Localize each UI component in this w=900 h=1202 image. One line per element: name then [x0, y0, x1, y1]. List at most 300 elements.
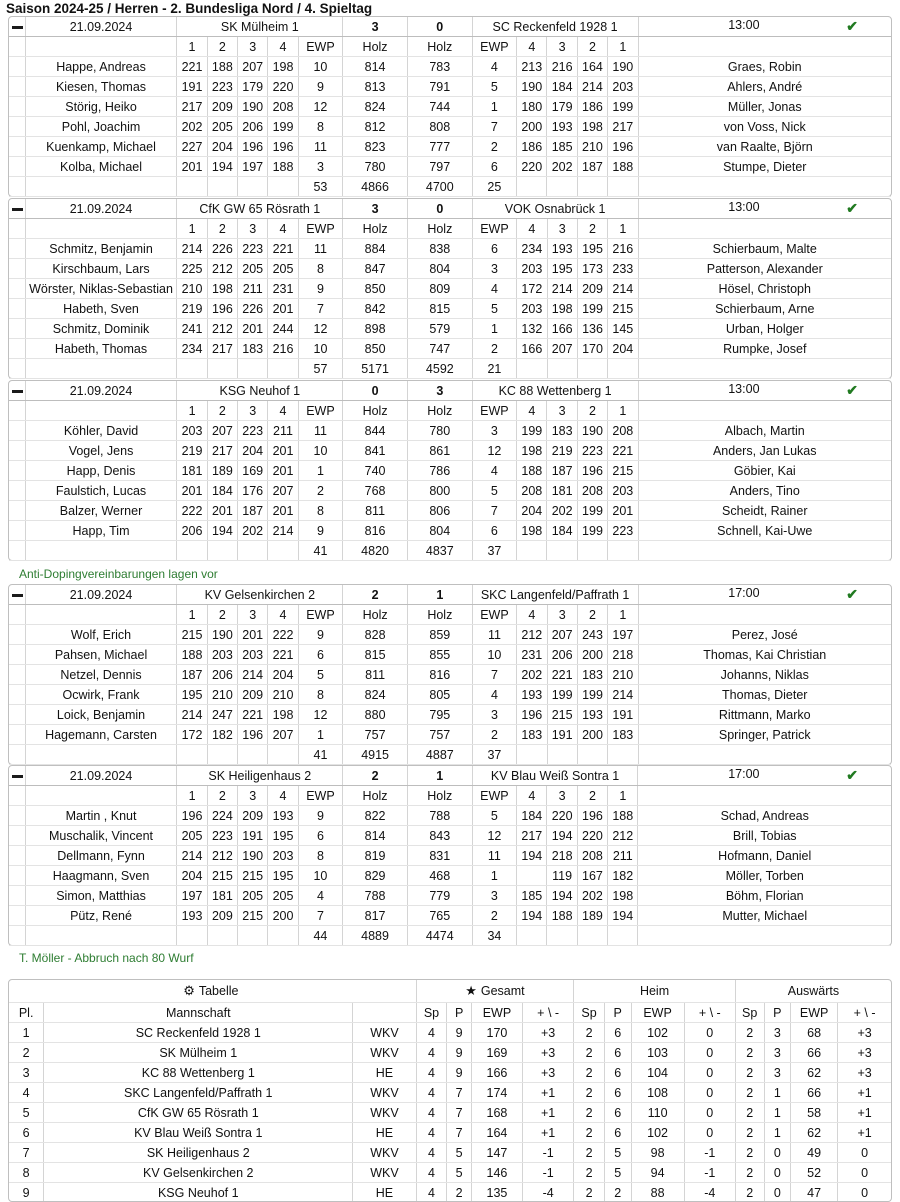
home-set-score: 221 — [268, 645, 298, 665]
home-set-score: 211 — [238, 279, 268, 299]
home-set-score: 214 — [177, 705, 207, 725]
stat-cell: 49 — [791, 1143, 838, 1163]
home-ewp: 8 — [298, 117, 343, 137]
standings-table — [8, 979, 892, 1202]
away-holz: 843 — [407, 826, 472, 846]
stat-cell: 1 — [764, 1103, 791, 1123]
away-player: Anders, Tino — [638, 481, 891, 501]
away-ewp: 5 — [472, 77, 516, 97]
home-set-score: 190 — [238, 846, 268, 866]
checkmark-icon: ✔ — [846, 18, 858, 35]
match-date: 21.09.2024 — [25, 17, 177, 37]
standings-column-header — [9, 1003, 891, 1023]
collapse-toggle[interactable] — [9, 199, 25, 219]
away-set-score: 180 — [517, 97, 547, 117]
away-set-score: 194 — [547, 826, 577, 846]
away-score: 1 — [407, 585, 472, 605]
time-status-cell — [638, 585, 891, 605]
stat-cell: 7 — [447, 1123, 472, 1143]
collapse-toggle[interactable] — [9, 381, 25, 401]
standings-row — [9, 1103, 891, 1123]
home-set-score: 215 — [238, 906, 268, 926]
round-header: 4 — [517, 605, 547, 625]
stat-cell: 1 — [764, 1123, 791, 1143]
standings-title: Tabelle — [199, 984, 239, 998]
home-set-score: 214 — [268, 521, 298, 541]
away-ewp-total: 21 — [472, 359, 517, 379]
player-row — [9, 319, 891, 339]
round-header: 4 — [517, 786, 547, 806]
totals-row — [9, 926, 891, 946]
home-set-score: 210 — [177, 279, 207, 299]
home-holz: 841 — [343, 441, 408, 461]
stat-cell: 2 — [735, 1043, 764, 1063]
stat-cell: 1 — [764, 1083, 791, 1103]
away-holz: 779 — [407, 886, 472, 906]
home-holz: 780 — [343, 157, 408, 177]
home-holz-total: 4915 — [343, 745, 408, 765]
stat-cell: 2 — [574, 1123, 605, 1143]
home-ewp: 6 — [298, 826, 343, 846]
home-ewp: 11 — [298, 421, 343, 441]
away-holz: 744 — [407, 97, 472, 117]
away-holz: 816 — [407, 665, 472, 685]
away-set-score: 164 — [577, 57, 607, 77]
holz-header: Holz — [343, 37, 408, 57]
round-header: 2 — [207, 401, 237, 421]
away-set-score: 195 — [547, 259, 577, 279]
home-player: Schmitz, Benjamin — [25, 239, 177, 259]
away-set-score: 212 — [517, 625, 547, 645]
away-set-score: 191 — [608, 705, 638, 725]
away-set-score: 193 — [547, 239, 577, 259]
collapse-toggle[interactable] — [9, 766, 25, 786]
col-p: P — [604, 1003, 631, 1023]
stat-cell: 108 — [631, 1083, 684, 1103]
round-header: 3 — [238, 37, 268, 57]
stat-cell: 0 — [684, 1063, 735, 1083]
home-set-score: 194 — [207, 521, 237, 541]
player-row — [9, 77, 891, 97]
home-set-score: 207 — [268, 725, 298, 745]
col-ewp: EWP — [631, 1003, 684, 1023]
standings-body — [9, 1023, 891, 1202]
round-header: 4 — [517, 37, 547, 57]
home-set-score: 187 — [238, 501, 268, 521]
stat-cell: 5 — [604, 1163, 631, 1183]
home-set-score: 191 — [238, 826, 268, 846]
player-row — [9, 97, 891, 117]
round-header: 2 — [207, 37, 237, 57]
away-ewp: 3 — [472, 705, 516, 725]
stat-cell: 2 — [574, 1103, 605, 1123]
round-header: 3 — [547, 786, 577, 806]
stat-cell: 169 — [471, 1043, 522, 1063]
home-set-score: 201 — [238, 319, 268, 339]
round-header: 2 — [577, 37, 607, 57]
away-set-score: 193 — [517, 685, 547, 705]
col-diff: + \ - — [684, 1003, 735, 1023]
home-player: Kirschbaum, Lars — [25, 259, 177, 279]
away-set-score: 199 — [608, 97, 638, 117]
home-holz: 817 — [343, 906, 408, 926]
home-set-score: 203 — [238, 645, 268, 665]
round-header: 2 — [577, 786, 607, 806]
away-set-score: 199 — [577, 685, 607, 705]
round-header: 3 — [238, 605, 268, 625]
away-set-score: 223 — [577, 441, 607, 461]
away-set-score: 186 — [517, 137, 547, 157]
away-set-score: 191 — [547, 725, 577, 745]
home-holz: 740 — [343, 461, 408, 481]
rank: 1 — [9, 1023, 44, 1043]
away-set-score: 209 — [577, 279, 607, 299]
holz-header: Holz — [343, 401, 408, 421]
player-row — [9, 625, 891, 645]
stat-cell: +3 — [838, 1063, 891, 1083]
away-set-score: 214 — [577, 77, 607, 97]
away-holz-total: 4837 — [407, 541, 472, 561]
away-player: Patterson, Alexander — [638, 259, 891, 279]
team-region: HE — [353, 1183, 416, 1202]
match-date: 21.09.2024 — [25, 766, 177, 786]
stat-cell: 4 — [416, 1023, 447, 1043]
totals-row — [9, 359, 891, 379]
away-set-score: 198 — [517, 521, 547, 541]
away-ewp: 5 — [472, 481, 517, 501]
stat-cell: 2 — [447, 1183, 472, 1202]
player-row — [9, 886, 891, 906]
stat-cell: 0 — [684, 1083, 735, 1103]
away-player: Thomas, Kai Christian — [638, 645, 891, 665]
away-ewp: 7 — [472, 501, 517, 521]
away-set-score: 186 — [577, 97, 607, 117]
away-set-score: 188 — [517, 461, 547, 481]
away-set-score: 198 — [577, 117, 607, 137]
home-holz: 788 — [343, 886, 408, 906]
stat-cell: 147 — [471, 1143, 522, 1163]
player-row — [9, 906, 891, 926]
player-row — [9, 481, 891, 501]
match-note: Anti-Dopingvereinbarungen lagen vor — [19, 566, 218, 583]
home-ewp: 11 — [298, 239, 343, 259]
away-ewp: 11 — [472, 846, 517, 866]
away-holz: 838 — [407, 239, 472, 259]
player-row — [9, 826, 891, 846]
home-set-score: 241 — [177, 319, 207, 339]
home-set-score: 209 — [238, 685, 268, 705]
standings-row — [9, 1123, 891, 1143]
away-set-score: 145 — [608, 319, 638, 339]
round-header: 3 — [547, 401, 577, 421]
home-score: 3 — [343, 199, 408, 219]
away-score: 0 — [407, 17, 472, 37]
away-ewp: 3 — [472, 886, 517, 906]
home-set-score: 191 — [177, 77, 207, 97]
home-holz: 847 — [343, 259, 408, 279]
round-header: 3 — [238, 786, 268, 806]
home-ewp: 7 — [298, 906, 343, 926]
round-header: 1 — [177, 37, 207, 57]
match-time: 13:00 — [728, 18, 759, 32]
home-set-score: 210 — [268, 685, 298, 705]
home-set-score: 188 — [207, 57, 237, 77]
home-set-score: 179 — [238, 77, 268, 97]
stat-cell: 2 — [574, 1023, 605, 1043]
away-ewp-total: 37 — [472, 541, 517, 561]
home-ewp: 8 — [298, 685, 343, 705]
home-ewp: 10 — [298, 339, 343, 359]
away-ewp: 7 — [472, 665, 516, 685]
away-player: Schnell, Kai-Uwe — [638, 521, 891, 541]
home-ewp: 8 — [298, 501, 343, 521]
home-set-score: 205 — [268, 259, 298, 279]
home-score: 2 — [343, 766, 408, 786]
home-ewp: 6 — [298, 645, 343, 665]
home-ewp: 9 — [298, 521, 343, 541]
round-header: 3 — [547, 219, 577, 239]
home-set-score: 222 — [177, 501, 207, 521]
away-holz: 783 — [407, 57, 472, 77]
player-row — [9, 279, 891, 299]
home-set-score: 216 — [268, 339, 298, 359]
stat-cell: 0 — [764, 1143, 791, 1163]
stat-cell: 2 — [735, 1183, 764, 1202]
round-header: 4 — [268, 605, 298, 625]
home-player: Haagmann, Sven — [25, 866, 177, 886]
rank: 5 — [9, 1103, 44, 1123]
season-title: Saison 2024-25 / Herren - 2. Bundesliga Nord / 4. Spieltag — [6, 0, 372, 18]
home-set-score: 203 — [268, 846, 298, 866]
home-team: SK Heiligenhaus 2 — [177, 766, 343, 786]
home-ewp-total: 41 — [298, 745, 343, 765]
stat-cell: 0 — [764, 1183, 791, 1202]
home-set-score: 204 — [177, 866, 207, 886]
home-score: 0 — [343, 381, 408, 401]
player-row — [9, 259, 891, 279]
away-ewp: 4 — [472, 279, 517, 299]
match-block — [8, 198, 892, 379]
column-header-row — [9, 37, 891, 57]
away-player: Göbier, Kai — [638, 461, 891, 481]
home-set-score: 214 — [177, 239, 207, 259]
away-set-score: 194 — [517, 846, 547, 866]
home-set-score: 212 — [207, 846, 237, 866]
home-holz: 884 — [343, 239, 408, 259]
away-holz: 855 — [407, 645, 472, 665]
home-set-score: 217 — [207, 441, 237, 461]
away-set-score: 196 — [517, 705, 547, 725]
home-ewp-total: 41 — [298, 541, 343, 561]
stat-cell: 62 — [791, 1063, 838, 1083]
away-player: Springer, Patrick — [638, 725, 891, 745]
away-ewp: 10 — [472, 645, 516, 665]
away-set-score: 202 — [577, 886, 607, 906]
away-ewp: 11 — [472, 625, 516, 645]
home-set-score: 209 — [207, 906, 237, 926]
home-set-score: 193 — [268, 806, 298, 826]
away-ewp: 4 — [472, 57, 516, 77]
home-set-score: 223 — [238, 239, 268, 259]
home-player: Köhler, David — [25, 421, 177, 441]
standings-row — [9, 1023, 891, 1043]
away-ewp: 12 — [472, 826, 517, 846]
away-set-score: 218 — [547, 846, 577, 866]
stat-cell: +3 — [523, 1023, 574, 1043]
standings-row — [9, 1143, 891, 1163]
home-set-score: 199 — [268, 117, 298, 137]
home-team: CfK GW 65 Rösrath 1 — [177, 199, 343, 219]
totals-row — [9, 541, 891, 561]
home-ewp-total: 57 — [298, 359, 343, 379]
away-player: Hösel, Christoph — [638, 279, 891, 299]
match-note: T. Möller - Abbruch nach 80 Wurf — [19, 950, 194, 967]
home-set-score: 221 — [268, 239, 298, 259]
home-set-score: 205 — [268, 886, 298, 906]
time-status-cell — [638, 17, 891, 37]
checkmark-icon: ✔ — [846, 200, 858, 217]
collapse-toggle[interactable] — [9, 17, 25, 37]
stat-cell: 3 — [764, 1023, 791, 1043]
home-set-score: 220 — [268, 77, 298, 97]
home-holz: 850 — [343, 279, 408, 299]
home-holz: 814 — [343, 57, 408, 77]
away-ewp: 7 — [472, 117, 516, 137]
home-ewp: 10 — [298, 866, 343, 886]
home-holz: 812 — [343, 117, 408, 137]
away-set-score: 170 — [577, 339, 607, 359]
home-player: Happ, Tim — [25, 521, 177, 541]
collapse-toggle[interactable] — [9, 585, 25, 605]
home-set-score: 200 — [268, 906, 298, 926]
stat-cell: 6 — [604, 1083, 631, 1103]
away-set-score: 183 — [577, 665, 607, 685]
holz-header: Holz — [343, 786, 408, 806]
away-set-score: 200 — [577, 645, 607, 665]
match-header-row — [9, 381, 891, 401]
away-holz-total: 4887 — [407, 745, 472, 765]
away-set-score: 200 — [517, 117, 547, 137]
away-team: KV Blau Weiß Sontra 1 — [472, 766, 638, 786]
home-set-score: 203 — [207, 645, 237, 665]
away-player: Rittmann, Marko — [638, 705, 891, 725]
away-team: VOK Osnabrück 1 — [472, 199, 638, 219]
home-holz: 814 — [343, 826, 408, 846]
standings-title-cell — [9, 980, 416, 1003]
away-ewp: 6 — [472, 239, 517, 259]
away-set-score: 202 — [547, 501, 577, 521]
away-holz: 788 — [407, 806, 472, 826]
stat-cell: 102 — [631, 1023, 684, 1043]
away-holz: 859 — [407, 625, 472, 645]
away-set-score: 194 — [547, 886, 577, 906]
away-set-score: 199 — [547, 685, 577, 705]
stat-cell: 58 — [791, 1103, 838, 1123]
away-holz-total: 4592 — [407, 359, 472, 379]
match-time: 17:00 — [728, 586, 759, 600]
home-set-score: 202 — [238, 521, 268, 541]
home-set-score: 244 — [268, 319, 298, 339]
stat-cell: 62 — [791, 1123, 838, 1143]
stat-cell: -1 — [523, 1163, 574, 1183]
home-ewp: 1 — [298, 461, 343, 481]
stat-cell: 2 — [735, 1103, 764, 1123]
home-ewp: 9 — [298, 806, 343, 826]
stat-cell: +1 — [523, 1103, 574, 1123]
stat-cell: 6 — [604, 1063, 631, 1083]
away-holz: 777 — [407, 137, 472, 157]
time-status-cell — [638, 766, 891, 786]
home-set-score: 204 — [207, 137, 237, 157]
stat-cell: 135 — [471, 1183, 522, 1202]
away-set-score: 214 — [608, 279, 638, 299]
home-team: KSG Neuhof 1 — [177, 381, 343, 401]
away-player: Urban, Holger — [638, 319, 891, 339]
away-set-score: 188 — [608, 806, 638, 826]
home-set-score: 221 — [238, 705, 268, 725]
match-date: 21.09.2024 — [25, 199, 177, 219]
away-set-score: 194 — [608, 906, 638, 926]
home-holz-total: 4889 — [343, 926, 408, 946]
away-player: Scheidt, Rainer — [638, 501, 891, 521]
stat-cell: 66 — [791, 1083, 838, 1103]
away-ewp: 4 — [472, 461, 517, 481]
away-player: Graes, Robin — [638, 57, 891, 77]
home-holz: 850 — [343, 339, 408, 359]
stat-cell: +1 — [523, 1083, 574, 1103]
home-set-score: 210 — [207, 685, 237, 705]
home-ewp: 1 — [298, 725, 343, 745]
home-holz: 898 — [343, 319, 408, 339]
col-pl: Pl. — [9, 1003, 44, 1023]
stat-cell: 7 — [447, 1083, 472, 1103]
match-time: 13:00 — [728, 382, 759, 396]
round-header: 3 — [238, 219, 268, 239]
player-row — [9, 117, 891, 137]
col-ewp: EWP — [471, 1003, 522, 1023]
stat-cell: 5 — [604, 1143, 631, 1163]
match-header-row — [9, 199, 891, 219]
player-row — [9, 866, 891, 886]
home-player: Dellmann, Fynn — [25, 846, 177, 866]
player-row — [9, 806, 891, 826]
home-set-score: 206 — [207, 665, 237, 685]
away-set-score: 199 — [577, 501, 607, 521]
round-header: 1 — [177, 605, 207, 625]
away-ewp: 5 — [472, 806, 517, 826]
away-player: Schierbaum, Arne — [638, 299, 891, 319]
home-set-score: 206 — [238, 117, 268, 137]
column-header-row — [9, 219, 891, 239]
home-player: Habeth, Thomas — [25, 339, 177, 359]
player-row — [9, 705, 891, 725]
home-player: Habeth, Sven — [25, 299, 177, 319]
stat-cell: 2 — [735, 1023, 764, 1043]
home-player: Faulstich, Lucas — [25, 481, 177, 501]
stat-cell: 88 — [631, 1183, 684, 1202]
holz-header: Holz — [407, 219, 472, 239]
stat-cell: 2 — [735, 1143, 764, 1163]
stat-cell: 6 — [604, 1023, 631, 1043]
home-player: Störig, Heiko — [25, 97, 177, 117]
home-player: Martin , Knut — [25, 806, 177, 826]
round-header: 2 — [577, 219, 607, 239]
match-block — [8, 584, 892, 765]
away-set-score: 185 — [517, 886, 547, 906]
player-row — [9, 57, 891, 77]
away-set-score: 173 — [577, 259, 607, 279]
away-set-score: 203 — [608, 481, 638, 501]
